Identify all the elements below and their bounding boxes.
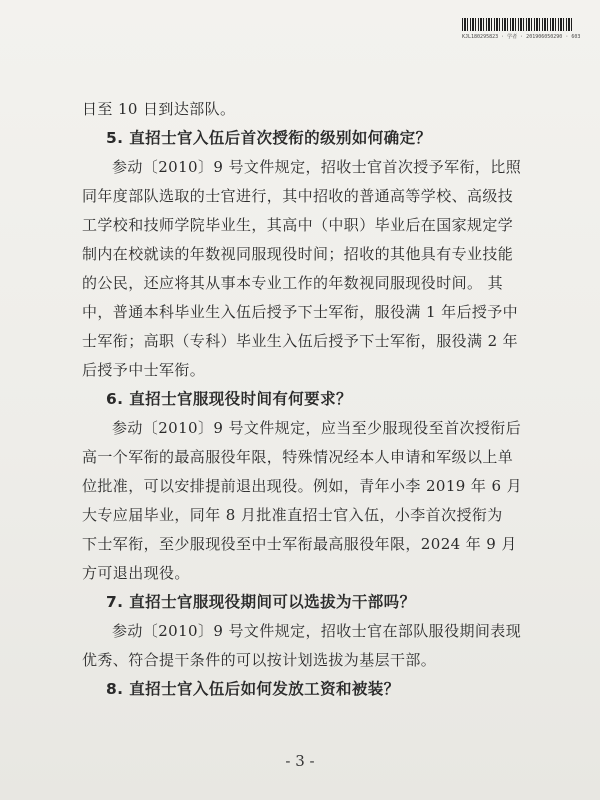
body-line-13: 高一个军衔的最高服役年限，特殊情况经本人申请和军级以上单	[82, 448, 514, 466]
body-line-3: 参动〔2010〕9 号文件规定，招收士官首次授予军衔，比照	[112, 158, 522, 176]
body-line-5: 工学校和技师学院毕业生，其高中（中职）毕业后在国家规定学	[82, 216, 514, 234]
page-number: - 3 -	[285, 752, 315, 770]
body-line-17: 方可退出现役。	[82, 564, 190, 582]
body-line-15: 大专应届毕业，同年 8 月批准直招士官入伍，小李首次授衔为	[82, 506, 503, 524]
body-line-14: 位批准，可以安排提前退出现役。例如，青年小李 2019 年 6 月	[82, 477, 522, 495]
question-7-heading: 7. 直招士官服现役期间可以选拔为干部吗？	[106, 593, 416, 611]
question-8-heading: 8. 直招士官入伍后如何发放工资和被装？	[106, 680, 400, 698]
body-line-9: 士军衔；高职（专科）毕业生入伍后授予下士军衔，服役满 2 年	[82, 332, 519, 350]
body-line-1: 日至 10 日到达部队。	[82, 100, 236, 118]
body-line-12: 参动〔2010〕9 号文件规定，应当至少服现役至首次授衔后	[112, 419, 522, 437]
body-line-10: 后授予中士军衔。	[82, 361, 206, 379]
barcode-image	[462, 18, 574, 31]
body-line-6: 制内在校就读的年数视同服现役时间；招收的其他具有专业技能	[82, 245, 514, 263]
body-line-7: 的公民，还应将其从事本专业工作的年数视同服现役时间。 其	[82, 274, 503, 292]
question-6-heading: 6. 直招士官服现役时间有何要求？	[106, 390, 352, 408]
question-5-heading: 5. 直招士官入伍后首次授衔的级别如何确定？	[106, 129, 432, 147]
document-body	[82, 95, 562, 704]
body-line-20: 优秀、符合提干条件的可以按计划选拔为基层干部。	[82, 651, 437, 669]
barcode-text: KJL180295823 · 学者 · 201906050290 · 603	[462, 34, 580, 40]
body-line-19: 参动〔2010〕9 号文件规定，招收士官在部队服役期间表现	[112, 622, 522, 640]
body-line-16: 下士军衔，至少服现役至中士军衔最高服役年限，2024 年 9 月	[82, 535, 517, 553]
body-line-4: 同年度部队选取的士官进行，其中招收的普通高等学校、高级技	[82, 187, 514, 205]
body-line-8: 中，普通本科毕业生入伍后授予下士军衔，服役满 1 年后授予中	[82, 303, 519, 321]
